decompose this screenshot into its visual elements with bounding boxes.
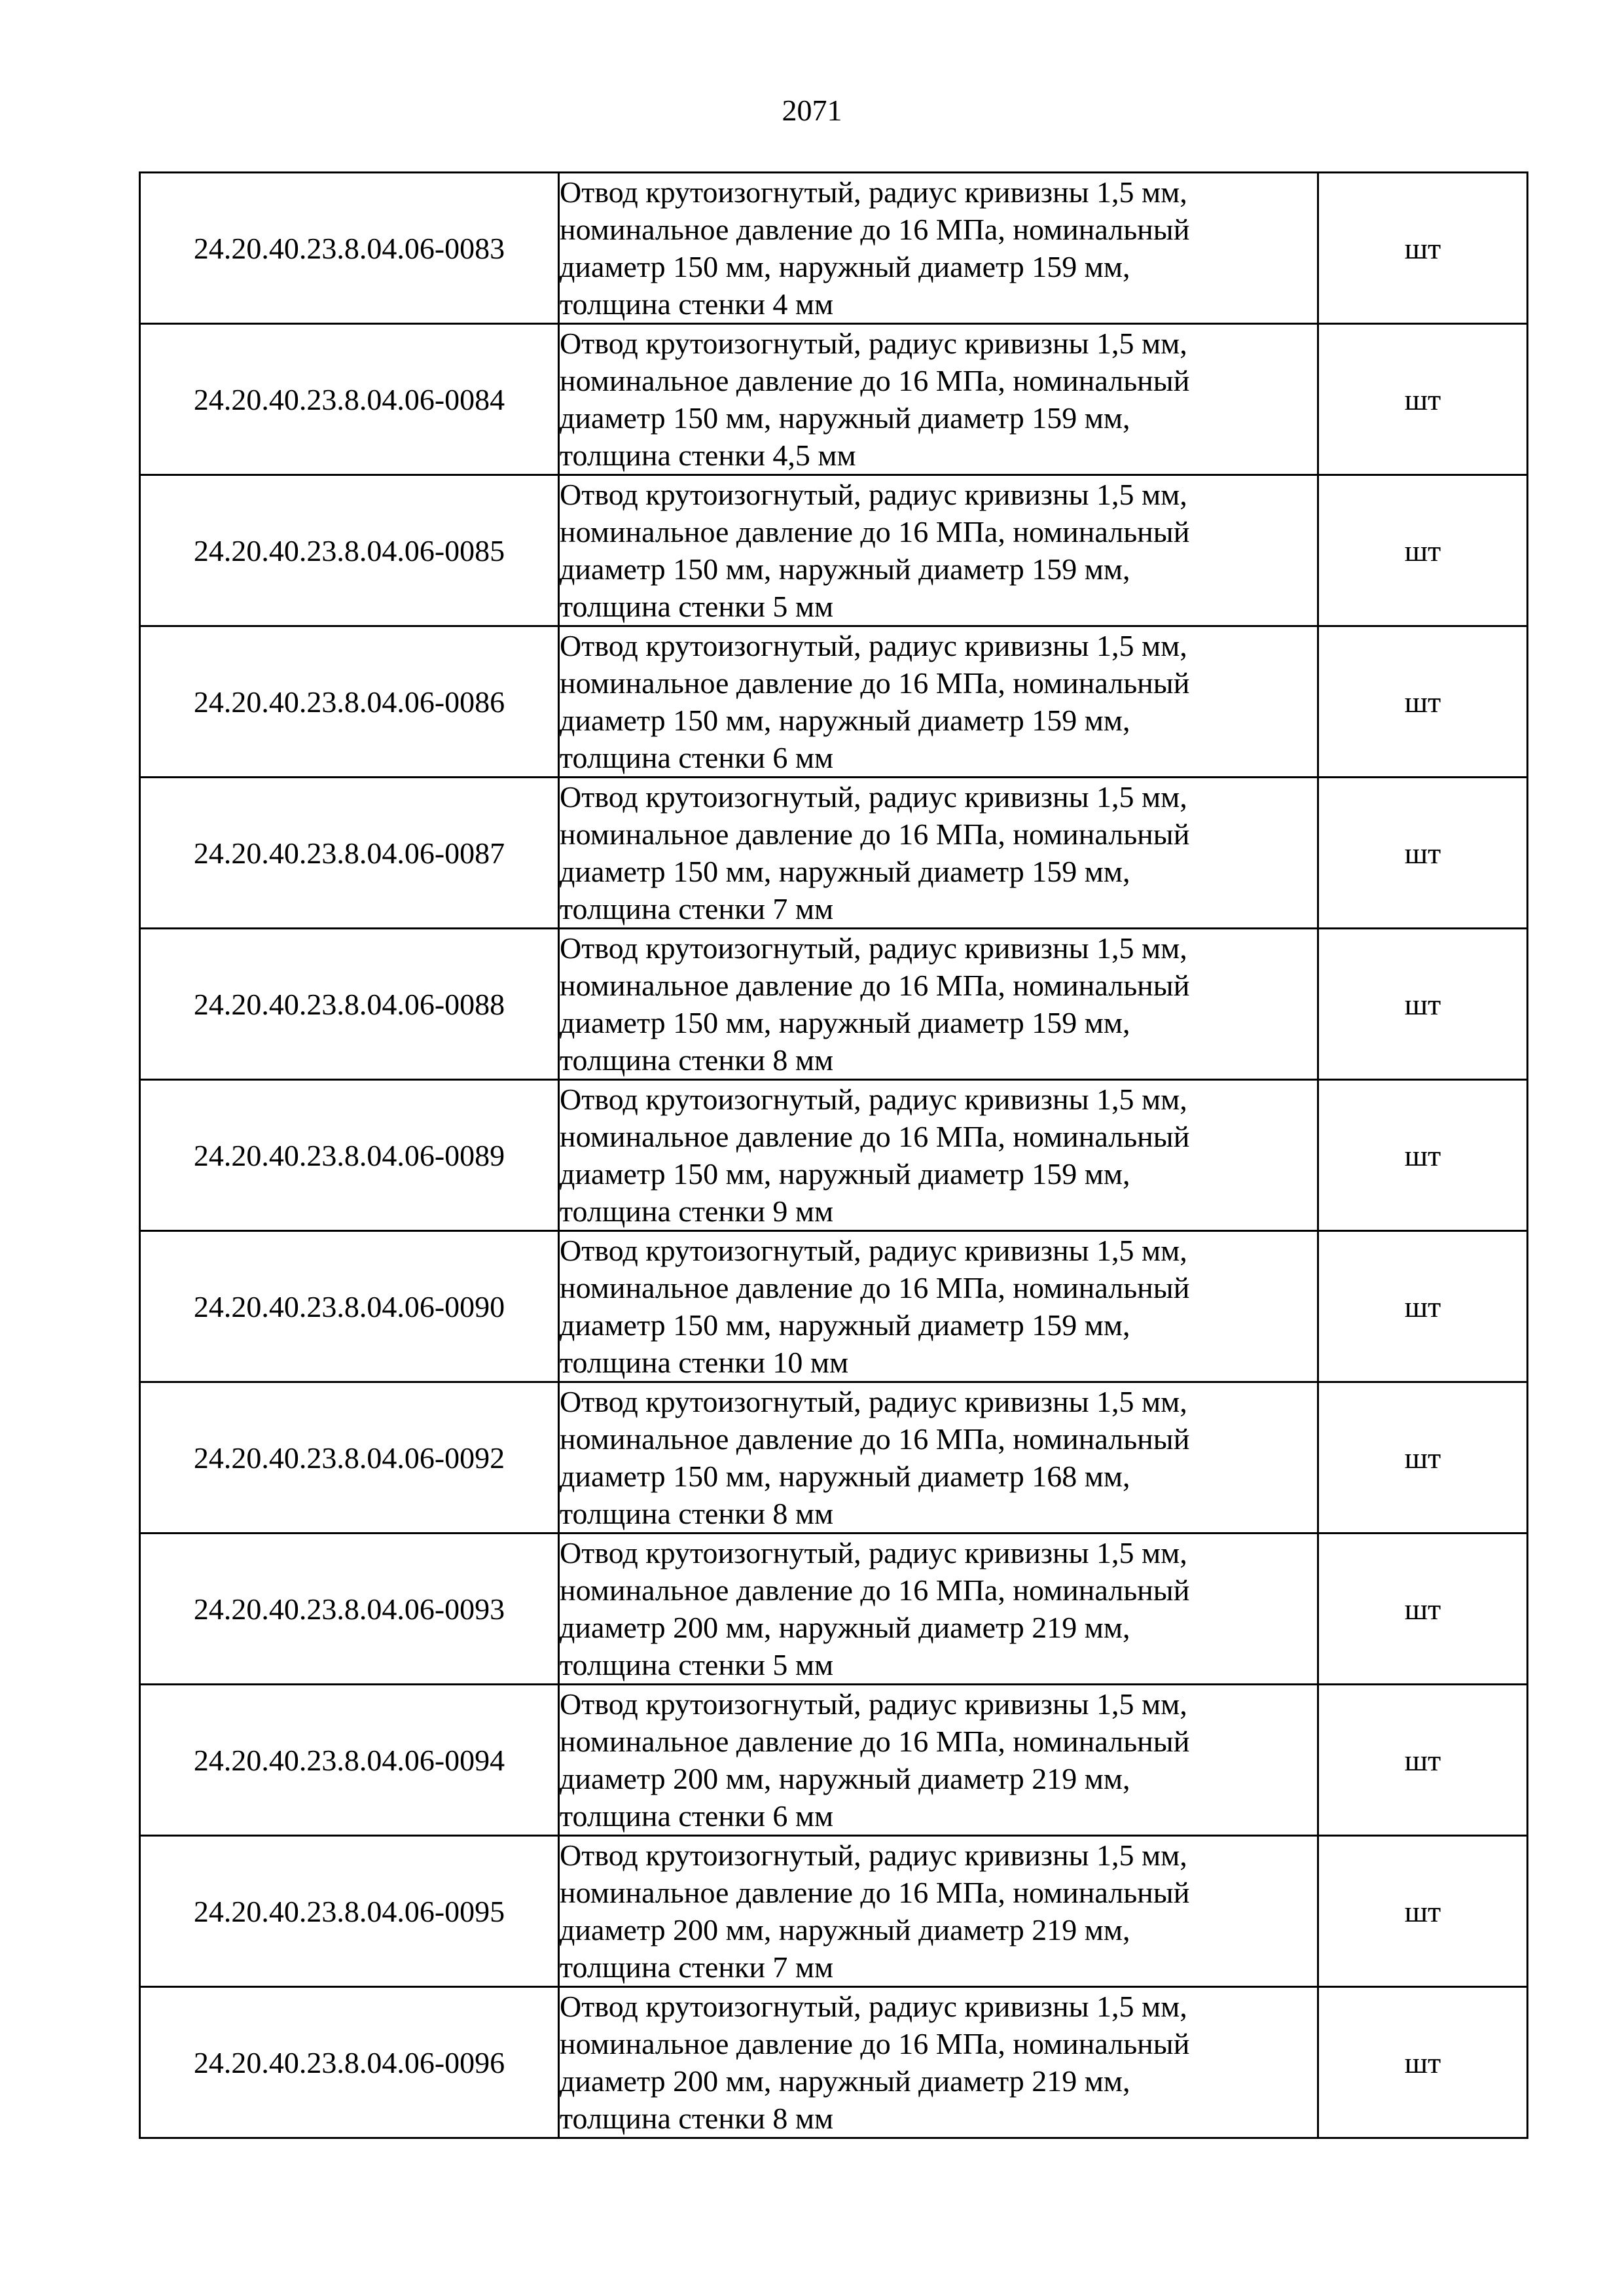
- catalog-table-body: [140, 173, 1528, 2138]
- table-row: [140, 626, 1528, 778]
- description-line: Отвод крутоизогнутый, радиус кривизны 1,5 мм,: [560, 931, 1187, 965]
- description-line: толщина стенки 9 мм: [560, 1194, 834, 1228]
- description-line: Отвод крутоизогнутый, радиус кривизны 1,5 мм,: [560, 629, 1187, 662]
- unit-cell: шт: [1318, 1080, 1528, 1231]
- description-line: Отвод крутоизогнутый, радиус кривизны 1,5 мм,: [560, 327, 1187, 360]
- description-line: Отвод крутоизогнутый, радиус кривизны 1,5 мм,: [560, 1083, 1187, 1116]
- item-description-cell: [559, 324, 1318, 475]
- description-line: номинальное давление до 16 МПа, номинальный: [560, 1120, 1190, 1153]
- table-row: [140, 1685, 1528, 1836]
- item-description-cell: [559, 1987, 1318, 2138]
- description-line: Отвод крутоизогнутый, радиус кривизны 1,5 мм,: [560, 1687, 1187, 1721]
- item-description-cell: [559, 929, 1318, 1080]
- item-code-cell: 24.20.40.23.8.04.06-0087: [140, 778, 559, 929]
- unit-cell: шт: [1318, 929, 1528, 1080]
- description-line: номинальное давление до 16 МПа, номинальный: [560, 213, 1190, 246]
- item-code-cell: 24.20.40.23.8.04.06-0096: [140, 1987, 559, 2138]
- description-line: номинальное давление до 16 МПа, номинальный: [560, 2027, 1190, 2060]
- unit-cell: шт: [1318, 1534, 1528, 1685]
- description-line: диаметр 200 мм, наружный диаметр 219 мм,: [560, 2064, 1130, 2098]
- table-row: [140, 1534, 1528, 1685]
- description-line: номинальное давление до 16 МПа, номинальный: [560, 1876, 1190, 1909]
- description-line: номинальное давление до 16 МПа, номинальный: [560, 1422, 1190, 1456]
- item-code-cell: 24.20.40.23.8.04.06-0095: [140, 1836, 559, 1987]
- description-line: номинальное давление до 16 МПа, номинальный: [560, 969, 1190, 1002]
- description-line: диаметр 150 мм, наружный диаметр 159 мм,: [560, 1308, 1130, 1342]
- description-line: Отвод крутоизогнутый, радиус кривизны 1,5 мм,: [560, 780, 1187, 814]
- item-code-cell: 24.20.40.23.8.04.06-0083: [140, 173, 559, 324]
- page-number: 2071: [782, 94, 842, 127]
- table-row: [140, 173, 1528, 324]
- description-line: толщина стенки 6 мм: [560, 741, 834, 774]
- description-line: диаметр 150 мм, наружный диаметр 159 мм,: [560, 552, 1130, 586]
- table-row: [140, 475, 1528, 626]
- unit-cell: шт: [1318, 1685, 1528, 1836]
- item-description-cell: [559, 778, 1318, 929]
- table-row: [140, 1080, 1528, 1231]
- item-code-cell: 24.20.40.23.8.04.06-0089: [140, 1080, 559, 1231]
- item-description-cell: [559, 1231, 1318, 1382]
- description-line: диаметр 150 мм, наружный диаметр 159 мм,: [560, 1006, 1130, 1039]
- description-line: диаметр 200 мм, наружный диаметр 219 мм,: [560, 1611, 1130, 1644]
- description-line: диаметр 150 мм, наружный диаметр 159 мм,: [560, 401, 1130, 435]
- unit-cell: шт: [1318, 1382, 1528, 1534]
- table-row: [140, 1836, 1528, 1987]
- description-line: диаметр 200 мм, наружный диаметр 219 мм,: [560, 1913, 1130, 1946]
- table-row: [140, 324, 1528, 475]
- item-description-cell: [559, 173, 1318, 324]
- description-line: Отвод крутоизогнутый, радиус кривизны 1,5 мм,: [560, 1536, 1187, 1570]
- description-line: Отвод крутоизогнутый, радиус кривизны 1,5 мм,: [560, 1839, 1187, 1872]
- item-description-cell: [559, 1382, 1318, 1534]
- unit-cell: шт: [1318, 1987, 1528, 2138]
- description-line: толщина стенки 7 мм: [560, 1950, 834, 1984]
- description-line: диаметр 150 мм, наружный диаметр 168 мм,: [560, 1460, 1130, 1493]
- description-line: толщина стенки 4,5 мм: [560, 439, 856, 472]
- description-line: номинальное давление до 16 МПа, номинальный: [560, 666, 1190, 700]
- item-code-cell: 24.20.40.23.8.04.06-0084: [140, 324, 559, 475]
- unit-cell: шт: [1318, 778, 1528, 929]
- description-line: номинальное давление до 16 МПа, номинальный: [560, 1725, 1190, 1758]
- table-row: [140, 778, 1528, 929]
- item-code-cell: 24.20.40.23.8.04.06-0090: [140, 1231, 559, 1382]
- item-code-cell: 24.20.40.23.8.04.06-0094: [140, 1685, 559, 1836]
- description-line: Отвод крутоизогнутый, радиус кривизны 1,5 мм,: [560, 1234, 1187, 1267]
- description-line: диаметр 150 мм, наружный диаметр 159 мм,: [560, 250, 1130, 283]
- unit-cell: шт: [1318, 173, 1528, 324]
- unit-cell: шт: [1318, 1836, 1528, 1987]
- item-code-cell: 24.20.40.23.8.04.06-0088: [140, 929, 559, 1080]
- description-line: толщина стенки 8 мм: [560, 2102, 834, 2135]
- description-line: толщина стенки 7 мм: [560, 892, 834, 925]
- description-line: диаметр 150 мм, наружный диаметр 159 мм,: [560, 855, 1130, 888]
- description-line: толщина стенки 5 мм: [560, 590, 834, 623]
- description-line: толщина стенки 4 мм: [560, 287, 834, 321]
- description-line: номинальное давление до 16 МПа, номинальный: [560, 1271, 1190, 1304]
- unit-cell: шт: [1318, 626, 1528, 778]
- description-line: Отвод крутоизогнутый, радиус кривизны 1,5 мм,: [560, 175, 1187, 209]
- catalog-table: [139, 171, 1528, 2139]
- table-row: [140, 1382, 1528, 1534]
- description-line: диаметр 150 мм, наружный диаметр 159 мм,: [560, 704, 1130, 737]
- description-line: толщина стенки 5 мм: [560, 1648, 834, 1681]
- description-line: номинальное давление до 16 МПа, номинальный: [560, 515, 1190, 548]
- unit-cell: шт: [1318, 324, 1528, 475]
- description-line: толщина стенки 8 мм: [560, 1043, 834, 1077]
- item-description-cell: [559, 1685, 1318, 1836]
- description-line: Отвод крутоизогнутый, радиус кривизны 1,5 мм,: [560, 478, 1187, 511]
- unit-cell: шт: [1318, 1231, 1528, 1382]
- item-description-cell: [559, 1080, 1318, 1231]
- description-line: диаметр 150 мм, наружный диаметр 159 мм,: [560, 1157, 1130, 1191]
- description-line: толщина стенки 10 мм: [560, 1346, 849, 1379]
- item-code-cell: 24.20.40.23.8.04.06-0092: [140, 1382, 559, 1534]
- description-line: толщина стенки 6 мм: [560, 1799, 834, 1833]
- item-description-cell: [559, 1836, 1318, 1987]
- table-row: [140, 1987, 1528, 2138]
- table-row: [140, 1231, 1528, 1382]
- description-line: Отвод крутоизогнутый, радиус кривизны 1,5 мм,: [560, 1385, 1187, 1418]
- item-code-cell: 24.20.40.23.8.04.06-0085: [140, 475, 559, 626]
- description-line: Отвод крутоизогнутый, радиус кривизны 1,5 мм,: [560, 1990, 1187, 2023]
- description-line: номинальное давление до 16 МПа, номинальный: [560, 364, 1190, 397]
- description-line: толщина стенки 8 мм: [560, 1497, 834, 1530]
- item-code-cell: 24.20.40.23.8.04.06-0093: [140, 1534, 559, 1685]
- item-description-cell: [559, 1534, 1318, 1685]
- description-line: диаметр 200 мм, наружный диаметр 219 мм,: [560, 1762, 1130, 1795]
- description-line: номинальное давление до 16 МПа, номинальный: [560, 817, 1190, 851]
- item-description-cell: [559, 475, 1318, 626]
- item-description-cell: [559, 626, 1318, 778]
- description-line: номинальное давление до 16 МПа, номинальный: [560, 1573, 1190, 1607]
- item-code-cell: 24.20.40.23.8.04.06-0086: [140, 626, 559, 778]
- table-row: [140, 929, 1528, 1080]
- unit-cell: шт: [1318, 475, 1528, 626]
